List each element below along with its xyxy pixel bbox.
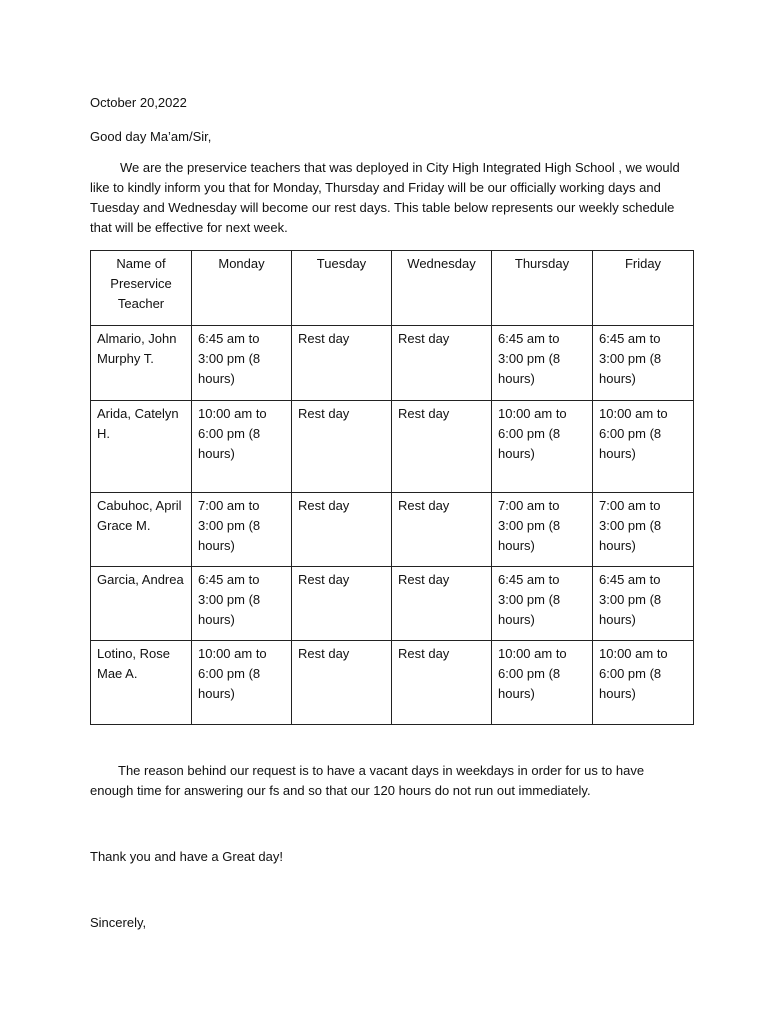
cell-wednesday: Rest day <box>392 567 492 641</box>
table-row <box>91 567 694 641</box>
table-row <box>91 493 694 567</box>
table-row <box>91 641 694 725</box>
cell-thursday: 10:00 am to 6:00 pm (8 hours) <box>492 401 593 493</box>
cell-monday: 10:00 am to 6:00 pm (8 hours) <box>192 401 292 493</box>
cell-teacher-name: Lotino, Rose Mae A. <box>91 641 192 725</box>
table-header-row <box>91 251 694 326</box>
letter-reason-paragraph: The reason behind our request is to have a vacant days in weekdays in order for us to have enough time for answering our fs and so that our 120 hours do not run out immediately. <box>90 763 645 798</box>
cell-friday: 6:45 am to 3:00 pm (8 hours) <box>593 567 694 641</box>
cell-teacher-name: Garcia, Andrea <box>91 567 192 641</box>
schedule-table <box>90 250 694 725</box>
cell-friday: 7:00 am to 3:00 pm (8 hours) <box>593 493 694 567</box>
cell-friday: 10:00 am to 6:00 pm (8 hours) <box>593 401 694 493</box>
cell-wednesday: Rest day <box>392 493 492 567</box>
letter-date: October 20,2022 <box>90 95 187 110</box>
cell-teacher-name: Cabuhoc, April Grace M. <box>91 493 192 567</box>
cell-monday: 10:00 am to 6:00 pm (8 hours) <box>192 641 292 725</box>
header-wednesday: Wednesday <box>392 251 492 326</box>
cell-tuesday: Rest day <box>292 493 392 567</box>
table-row <box>91 326 694 401</box>
letter-intro-paragraph: We are the preservice teachers that was deployed in City High Integrated High School , we would like to kindly inform you that for Monday, Thursday and Friday will be our officially working days and Tuesday and Wednesday will become our rest days. This table below represents our weekly schedule that will be effective for next week. <box>90 160 680 235</box>
letter-closing: Sincerely, <box>90 915 147 930</box>
header-monday: Monday <box>192 251 292 326</box>
cell-friday: 10:00 am to 6:00 pm (8 hours) <box>593 641 694 725</box>
letter-thanks: Thank you and have a Great day! <box>90 849 283 864</box>
cell-thursday: 6:45 am to 3:00 pm (8 hours) <box>492 567 593 641</box>
letter-greeting: Good day Ma’am/Sir, <box>90 129 212 144</box>
cell-wednesday: Rest day <box>392 326 492 401</box>
cell-friday: 6:45 am to 3:00 pm (8 hours) <box>593 326 694 401</box>
header-name: Name of Preservice Teacher <box>91 251 192 326</box>
cell-monday: 6:45 am to 3:00 pm (8 hours) <box>192 567 292 641</box>
header-friday: Friday <box>593 251 694 326</box>
cell-thursday: 10:00 am to 6:00 pm (8 hours) <box>492 641 593 725</box>
header-thursday: Thursday <box>492 251 593 326</box>
cell-tuesday: Rest day <box>292 567 392 641</box>
cell-tuesday: Rest day <box>292 641 392 725</box>
cell-tuesday: Rest day <box>292 326 392 401</box>
cell-wednesday: Rest day <box>392 401 492 493</box>
cell-teacher-name: Arida, Catelyn H. <box>91 401 192 493</box>
cell-tuesday: Rest day <box>292 401 392 493</box>
cell-wednesday: Rest day <box>392 641 492 725</box>
cell-teacher-name: Almario, John Murphy T. <box>91 326 192 401</box>
cell-thursday: 7:00 am to 3:00 pm (8 hours) <box>492 493 593 567</box>
header-tuesday: Tuesday <box>292 251 392 326</box>
cell-monday: 7:00 am to 3:00 pm (8 hours) <box>192 493 292 567</box>
cell-monday: 6:45 am to 3:00 pm (8 hours) <box>192 326 292 401</box>
table-row <box>91 401 694 493</box>
cell-thursday: 6:45 am to 3:00 pm (8 hours) <box>492 326 593 401</box>
